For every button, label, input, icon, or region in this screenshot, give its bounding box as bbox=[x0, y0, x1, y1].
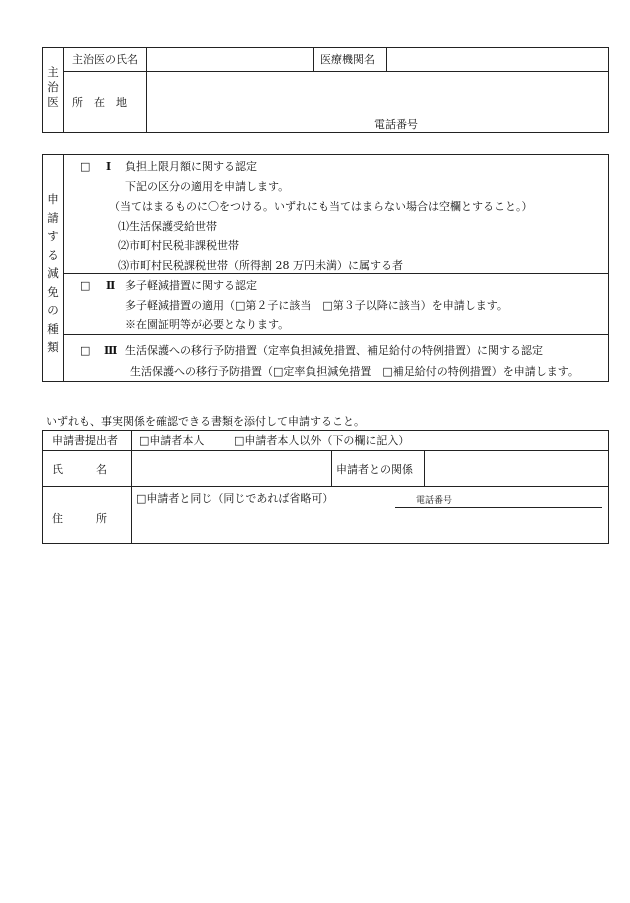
sec1-checkbox[interactable]: □ bbox=[80, 160, 91, 173]
institution-label: 医療機関名 bbox=[320, 53, 375, 66]
reduction-side-label-char: の bbox=[47, 303, 59, 317]
submitter-header-label: 申請書提出者 bbox=[52, 434, 118, 447]
doctor-side-label-char: 医 bbox=[47, 95, 59, 109]
submitter-name-label: 氏 名 bbox=[52, 463, 107, 476]
divider bbox=[331, 450, 332, 486]
submitter-address-label: 住 所 bbox=[52, 512, 107, 525]
divider bbox=[63, 71, 609, 72]
same-as-applicant-option[interactable]: □申請者と同じ（同じであれば省略可） bbox=[136, 492, 334, 505]
relation-label: 申請者との関係 bbox=[336, 463, 413, 476]
reduction-side-label-char: る bbox=[47, 247, 59, 262]
divider bbox=[63, 47, 64, 133]
reduction-side-label-char: 申 bbox=[47, 192, 59, 206]
doctor-address-field[interactable] bbox=[150, 76, 605, 90]
divider bbox=[131, 430, 132, 544]
sec2-title: 多子軽減措置に関する認定 bbox=[125, 279, 257, 292]
sec3-checkbox[interactable]: □ bbox=[80, 344, 91, 357]
sec2-numeral: Ⅱ bbox=[106, 279, 116, 292]
sec2-line2: ※在園証明等が必要となります。 bbox=[125, 318, 290, 331]
divider bbox=[146, 47, 147, 133]
phone-underline bbox=[395, 507, 602, 508]
reduction-side-label-char: 請 bbox=[47, 210, 59, 225]
submitter-phone-label: 電話番号 bbox=[416, 496, 453, 506]
doctor-side-label-char: 主 bbox=[47, 65, 59, 79]
divider bbox=[63, 334, 609, 335]
sec3-title: 生活保護への移行予防措置（定率負担減免措置、補足給付の特例措置）に関する認定 bbox=[125, 344, 543, 357]
sec1-line2: （当てはまるものに〇をつける。いずれにも当てはまらない場合は空欄とすること。） bbox=[109, 200, 533, 213]
reduction-side-label-char: 類 bbox=[47, 340, 59, 354]
divider bbox=[313, 47, 314, 71]
doctor-address-label: 所 在 地 bbox=[72, 96, 127, 109]
divider bbox=[386, 47, 387, 71]
sec1-option[interactable]: ⑶市町村民税課税世帯（所得割 28 万円未満）に属する者 bbox=[118, 259, 403, 272]
sec1-line1: 下記の区分の適用を申請します。 bbox=[125, 180, 290, 193]
reduction-side-label-char: 種 bbox=[47, 321, 59, 336]
sec3-numeral: Ⅲ bbox=[104, 344, 118, 357]
doctor-name-label: 主治医の氏名 bbox=[72, 53, 138, 66]
institution-field[interactable] bbox=[390, 53, 605, 67]
doctor-side-label bbox=[46, 65, 60, 110]
sec1-title: 負担上限月額に関する認定 bbox=[125, 160, 257, 173]
submitter-option-self[interactable]: □申請者本人 bbox=[139, 434, 205, 447]
relation-field[interactable] bbox=[428, 456, 604, 470]
sec1-option[interactable]: ⑵市町村民税非課税世帯 bbox=[118, 239, 239, 252]
reduction-side-label-char: 免 bbox=[47, 284, 59, 299]
submitter-name-field[interactable] bbox=[136, 456, 326, 470]
divider bbox=[424, 450, 425, 486]
doctor-side-label-char: 治 bbox=[47, 80, 59, 94]
sec1-option[interactable]: ⑴生活保護受給世帯 bbox=[118, 220, 217, 233]
sec3-line1: 生活保護への移行予防措置（□定率負担減免措置 □補足給付の特例措置）を申請します。 bbox=[130, 365, 579, 378]
reduction-side-label-char: す bbox=[47, 229, 59, 243]
reduction-side-label-char: 減 bbox=[47, 266, 59, 280]
sec2-line1: 多子軽減措置の適用（□第２子に該当 □第３子以降に該当）を申請します。 bbox=[125, 299, 508, 312]
sec1-numeral: Ⅰ bbox=[106, 160, 112, 173]
sec2-checkbox[interactable]: □ bbox=[80, 279, 91, 292]
divider bbox=[63, 154, 64, 382]
divider bbox=[42, 486, 609, 487]
doctor-name-field[interactable] bbox=[150, 53, 310, 67]
submitter-note: いずれも、事実関係を確認できる書類を添付して申請すること。 bbox=[46, 415, 365, 428]
submitter-address-field[interactable] bbox=[136, 514, 602, 528]
divider bbox=[63, 273, 609, 274]
submitter-option-other[interactable]: □申請者本人以外（下の欄に記入） bbox=[234, 434, 410, 447]
divider bbox=[42, 450, 609, 451]
doctor-phone-label: 電話番号 bbox=[374, 118, 418, 131]
